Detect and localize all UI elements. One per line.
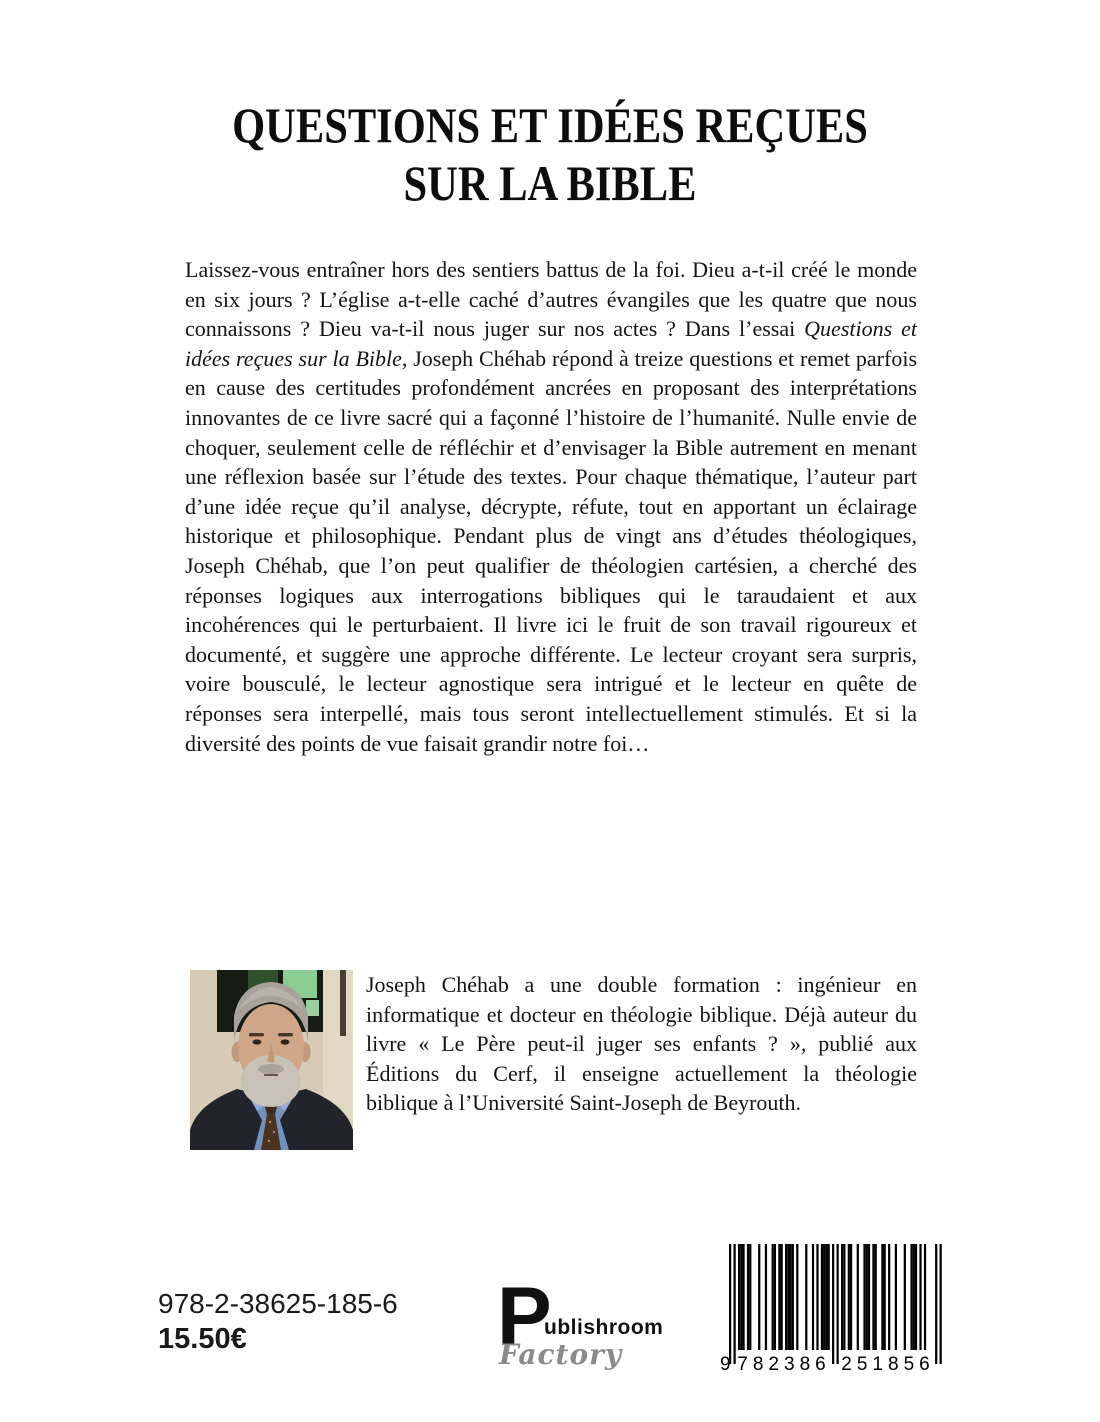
book-title-line2: SUR LA BIBLE <box>403 155 697 211</box>
isbn-price-block <box>158 1288 398 1356</box>
author-photo <box>190 970 353 1150</box>
publisher-logo-name: ublishroom <box>544 1316 664 1339</box>
synopsis-part1: Laissez-vous entraîner hors des sentiers battus de la foi. Dieu a-t-il créé le monde en six jours ? L’église a-t-elle caché d’autres évangiles que les quatre que nous connaissons ? Dieu va-t-il nous juger sur nos actes ? Dans l’essai <box>185 257 917 342</box>
isbn-number: 978-2-38625-185-6 <box>158 1288 398 1319</box>
publisher-logo <box>497 1271 712 1384</box>
author-bio-text: Joseph Chéhab a une double formation : ingénieur en informatique et docteur en théologie biblique. Déjà auteur du livre « Le Père peut-il juger ses enfants ? », publié aux Éditions du Cerf, il enseigne actuellement la théologie biblique à l’Université Saint-Joseph de Beyrouth. <box>366 972 917 1116</box>
synopsis-title-mention: Questions et idées reçues sur la Bible <box>185 316 917 371</box>
publisher-logo-factory: Factory <box>499 1338 623 1371</box>
publisher-logo-initial: P <box>497 1271 550 1362</box>
book-title <box>0 96 1100 212</box>
barcode-digit-first: 9 <box>720 1354 731 1375</box>
barcode-digits-left: 782386 <box>737 1354 831 1375</box>
barcode-digits-right: 251856 <box>841 1354 935 1375</box>
isbn-barcode <box>716 1242 948 1376</box>
author-bio-section <box>190 970 917 1150</box>
price: 15.50€ <box>158 1323 247 1355</box>
book-title-line1: QUESTIONS ET IDÉES REÇUES <box>232 97 868 153</box>
synopsis-part2: , Joseph Chéhab répond à treize questions et remet parfois en cause des certitudes profondément ancrées en proposant des interprétations innovantes de ce livre sacré qui a façonné l’histoire de l’humanité. Nulle envie de choquer, seulement celle de réfléchir et d’envisager la Bible autrement en menant une réflexion basée sur l’étude des textes. Pour chaque thématique, l’auteur part d’une idée reçue qu’il analyse, décrypte, réfute, tout en apportant un éclairage historique et philosophique. Pendant plus de vingt ans d’études théologiques, Joseph Chéhab, que l’on peut qualifier de théologien cartésien, a cherché des réponses logiques aux interrogations bibliques qui le taraudaient et aux incohérences qui le perturbaient. Il livre ici le fruit de son travail rigoureux et documenté, et suggère une approche différente. Le lecteur croyant sera surpris, voire bousculé, le lecteur agnostique sera intrigué et le lecteur en quête de réponses sera interpellé, mais tous seront intellectuellement stimulés. Et si la diversité des points de vue faisait grandir notre foi… <box>185 345 918 756</box>
synopsis-paragraph <box>185 255 917 758</box>
